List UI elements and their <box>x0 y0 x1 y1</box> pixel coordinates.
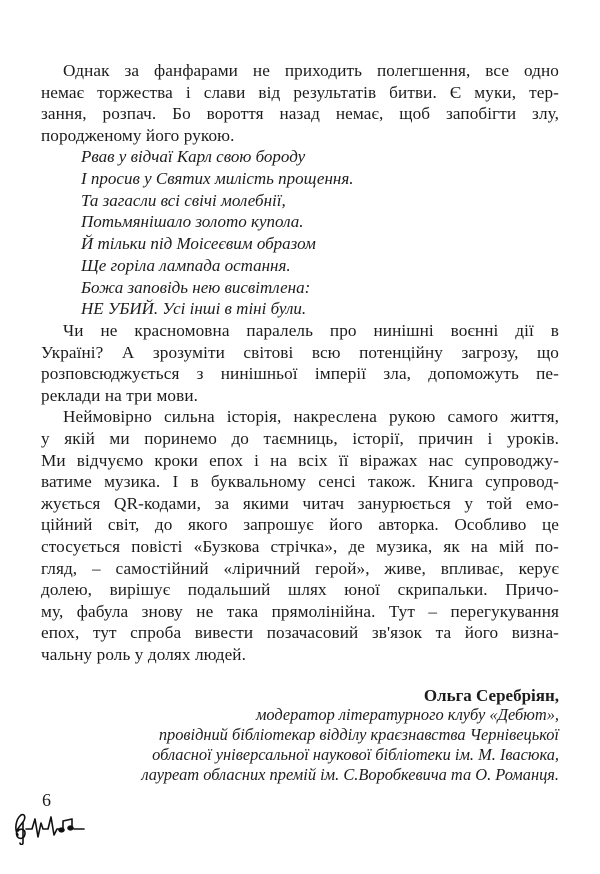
poem-line: І просив у Святих милість прощення. <box>81 169 354 189</box>
author-title-line: модератор літературного клубу «Дебют», <box>255 705 559 725</box>
text-line: Ми відчуємо кроки епох і на всіх її віражах нас супроводжу- <box>41 450 559 470</box>
text-line: Неймовірно сильна історія, накреслена рукою самого життя, <box>63 407 559 427</box>
text-line: реклади на три мови. <box>41 385 199 405</box>
text-line: немає торжества і слави від результатів битви. Є муки, тер- <box>41 82 559 102</box>
poem-line: Рвав у відчаї Карл свою бороду <box>81 147 306 167</box>
paragraph-3 <box>41 406 559 665</box>
author-title-line: лауреат обласних премій ім. С.Воробкевича та О. Романця. <box>141 764 559 784</box>
paragraph-1 <box>41 60 559 146</box>
text-line: породженому його рукою. <box>41 125 235 145</box>
text-line: розповсюджується з нинішньої імперії зла, допоможуть пе- <box>41 364 559 384</box>
text-line: Однак за фанфарами не приходить полегшення, все одно <box>63 61 559 80</box>
poem-line: Божа заповідь нею висвітлена: <box>81 277 311 297</box>
poem-line: Й тільки під Моісеєвим образом <box>81 234 316 254</box>
text-line: ційний світ, до якого запрошує його авторка. Особливо це <box>41 515 559 535</box>
text-line: стосується повісті «Бузкова стрічка», де музика, як на мій по- <box>41 536 559 556</box>
author-title-line: провідний бібліотекар відділу краєзнавства Чернівецької <box>158 725 559 745</box>
text-line: у якій ми поринемо до таємниць, історії, причин і уроків. <box>41 428 559 448</box>
text-line: долею, вирішує подальший шлях юної скрипальки. Причо- <box>41 580 559 600</box>
author-name: Ольга Серебріян, <box>423 685 559 705</box>
signature-block <box>41 686 559 785</box>
text-line: зання, розпач. Бо вороття назад немає, щоб запобігти злу, <box>41 104 559 124</box>
poem-line: Ще горіла лампада остання. <box>81 255 291 275</box>
author-title-line: обласної універсальної наукової бібліотеки ім. М. Івасюка, <box>152 744 559 764</box>
poem-line: Потьмянішало золото купола. <box>81 212 304 232</box>
poem <box>81 146 559 320</box>
text-line: Чи не красномовна паралель про нинішні воєнні дії в <box>63 321 559 340</box>
poem-line: Та загасли всі свічі молебнії, <box>81 190 286 210</box>
text-line: гляд, – самостійний «ліричний герой», живе, впливає, керує <box>41 558 559 578</box>
text-line: му, фабула знову не така прямолінійна. Тут – перегукування <box>41 601 559 621</box>
page-number: 6 <box>42 790 51 810</box>
text-line: жується QR-кодами, за якими читач занурюється у той емо- <box>41 493 559 513</box>
poem-line: НЕ УБИЙ. Усі інші в тіні були. <box>81 299 307 319</box>
music-heartbeat-icon <box>10 805 90 850</box>
text-line: чальну роль у долях людей. <box>41 644 246 664</box>
text-line: Україні? А зрозуміти світові всю потенційну загрозу, що <box>41 342 559 362</box>
text-line: ватиме музика. І в буквальному сенсі також. Книга супровод- <box>41 472 559 492</box>
paragraph-2 <box>41 320 559 406</box>
text-line: епох, тут спроба вивести позачасовий зв'язок та його визна- <box>41 623 559 643</box>
page-body <box>41 60 559 784</box>
